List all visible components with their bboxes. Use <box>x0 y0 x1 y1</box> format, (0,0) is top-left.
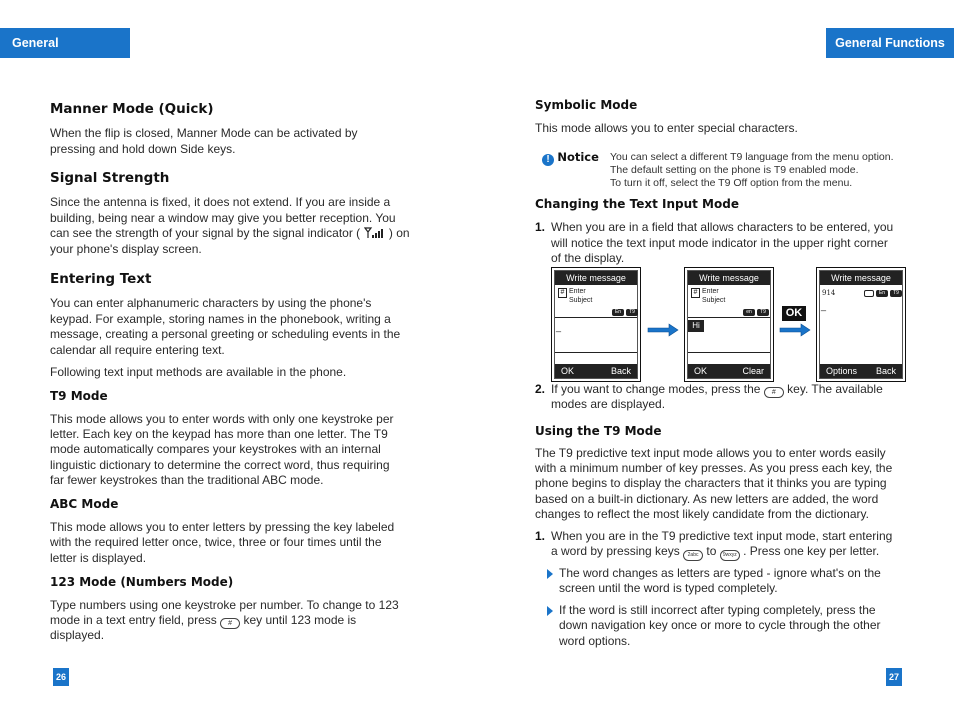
t9-step-1-line-2a: a word by pressing keys <box>551 544 680 558</box>
step-2-line-1a: If you want to change modes, press the <box>551 382 761 396</box>
t9-step-1-line-1: When you are in the T9 predictive text input mode, start entering <box>551 529 893 543</box>
entering-line-2: keypad. For example, storing names in the phonebook, writing a <box>50 312 391 326</box>
t9-step-1-line-2c: . Press one key per letter. <box>743 544 880 558</box>
screen-2-left-softkey: OK <box>694 366 708 376</box>
screen-3-right-softkey: Back <box>875 366 896 376</box>
bullet-1-line-2: screen until the word is typed completely. <box>559 581 778 595</box>
t9-step-1-number: 1. <box>535 529 546 543</box>
screen-3-chip-t9: T9 <box>890 290 902 297</box>
screen-1-cursor: _ <box>556 322 562 332</box>
screen-3-counter: 914 <box>822 289 836 297</box>
hash-key-icon-2: # <box>764 387 784 398</box>
page-number-left: 26 <box>53 668 69 686</box>
t9-step-1-line-2b: to <box>706 544 717 558</box>
arrow-right-icon-2 <box>779 323 811 337</box>
bullet-arrow-icon-1 <box>547 569 553 579</box>
using-line-4: based on a built-in dictionary. As new letters are added, the word <box>535 492 879 506</box>
screen-1-chip-t9: T9 <box>626 309 638 316</box>
signal-indicator-icon <box>364 227 386 239</box>
screen-1-left-softkey: OK <box>561 366 575 376</box>
ok-badge: OK <box>782 306 806 321</box>
using-line-5: changes to reflect the most likely candidate from the dictionary. <box>535 507 869 521</box>
screen-2-word: Hi <box>688 320 704 332</box>
bullet-2-line-1: If the word is still incorrect after typing completely, press the <box>559 603 876 617</box>
abc-mode-heading: ABC Mode <box>50 497 119 511</box>
t9-line-5: far fewer keystrokes than the traditional ABC mode. <box>50 473 324 487</box>
signal-strength-heading: Signal Strength <box>50 170 170 186</box>
screen-2-title: Write message <box>688 271 770 285</box>
123-mode-heading: 123 Mode (Numbers Mode) <box>50 575 234 589</box>
bullet-2-line-2: down navigation key once or more to cycle through the other <box>559 618 881 632</box>
step-1-line-2: will notice the text input mode indicator in the upper right corner <box>551 236 888 250</box>
step-2-line-1b: key. The available <box>787 382 883 396</box>
screen-2-enter: Enter <box>702 288 719 295</box>
screen-1-text-area <box>555 317 637 353</box>
entering-line-4: calendar all require entering text. <box>50 343 225 357</box>
t9-line-4: linguistic dictionary to determine the correct word, thus requiring <box>50 458 390 472</box>
screen-1-softkeys <box>555 364 637 378</box>
123-line-2b: key until 123 mode is <box>243 613 357 627</box>
entering-line-3: message, creating a personal greeting or scheduling events in the <box>50 327 401 341</box>
123-line-2a: mode in a text entry field, press <box>50 613 217 627</box>
symbolic-mode-heading: Symbolic Mode <box>535 98 638 112</box>
using-line-2: with a minimum number of key presses. As you press each key, the <box>535 461 893 475</box>
screen-3-cursor: _ <box>821 301 827 311</box>
step-2-line-1 <box>551 382 883 398</box>
header-tab-right: General Functions <box>826 28 954 58</box>
screen-1-chip-en: En <box>612 309 624 316</box>
following-line: Following text input methods are available in the phone. <box>50 365 347 379</box>
t9-line-1: This mode allows you to enter words with only one keystroke per <box>50 412 394 426</box>
screen-1-subject: Subject <box>569 297 593 304</box>
screen-3-title: Write message <box>820 271 902 285</box>
123-line-2 <box>50 613 356 629</box>
screen-1-enter: Enter <box>569 288 586 295</box>
screen-1-hash: # <box>558 288 567 298</box>
notice-line-2: The default setting on the phone is T9 enabled mode. <box>610 164 859 176</box>
bullet-2-line-3: word options. <box>559 634 631 648</box>
arrow-right-icon <box>647 323 679 337</box>
screen-2-chip-t9: T9 <box>757 309 769 316</box>
123-line-1: Type numbers using one keystroke per number. To change to 123 <box>50 598 399 612</box>
header-tab-left: General Functions <box>0 28 130 58</box>
page-number-right: 27 <box>886 668 902 686</box>
entering-line-1: You can enter alphanumeric characters by using the phone's <box>50 296 372 310</box>
abc-line-1: This mode allows you to enter letters by pressing the key labeled <box>50 520 395 534</box>
screen-3-chip-en: En <box>876 290 888 297</box>
screen-2-text-area <box>688 317 770 353</box>
signal-line-4: your phone's display screen. <box>50 242 202 256</box>
abc-line-2: with the required letter once, twice, three or four times until the <box>50 535 382 549</box>
using-t9-heading: Using the T9 Mode <box>535 424 662 438</box>
t9-mode-heading: T9 Mode <box>50 389 108 403</box>
screen-2-subject: Subject <box>702 297 726 304</box>
signal-line-3 <box>50 226 410 242</box>
screen-2-chip-en: en <box>743 309 755 316</box>
screen-2-softkeys <box>688 364 770 378</box>
signal-line-3b: ) on <box>388 226 410 240</box>
screen-2-hash: # <box>691 288 700 298</box>
manner-mode-line-1: When the flip is closed, Manner Mode can be activated by <box>50 126 358 140</box>
signal-line-2: building, being near a window may give you better reception. You <box>50 211 396 225</box>
signal-line-1: Since the antenna is fixed, it does not extend. If you are inside a <box>50 195 391 209</box>
screen-3-message-icon <box>864 290 874 297</box>
screen-2-right-softkey: Clear <box>742 366 764 376</box>
notice-label <box>542 150 599 166</box>
key-2-icon: 2abc <box>683 550 703 561</box>
signal-line-3a: can see the strength of your signal by the signal indicator ( <box>50 226 361 240</box>
manner-mode-line-2: pressing and hold down Side keys. <box>50 142 236 156</box>
notice-line-1: You can select a different T9 language from the menu option. <box>610 151 894 163</box>
using-line-3: phone begins to display the characters that it thinks you are typing <box>535 476 887 490</box>
step-1-line-1: When you are in a field that allows characters to be entered, you <box>551 220 894 234</box>
bullet-arrow-icon-2 <box>547 606 553 616</box>
step-2-number: 2. <box>535 382 546 396</box>
key-9-icon: 9wxyz <box>720 550 740 561</box>
phone-screen-1 <box>551 267 641 382</box>
hash-key-icon: # <box>220 618 240 629</box>
step-1-number: 1. <box>535 220 546 234</box>
t9-line-2: letter. Each key on the keypad has more than one letter. The T9 <box>50 427 388 441</box>
t9-line-3: mode automatically compares your keystrokes with an internal <box>50 442 381 456</box>
entering-text-heading: Entering Text <box>50 271 152 287</box>
notice-line-3: To turn it off, select the T9 Off option from the menu. <box>610 177 853 189</box>
phone-screen-3 <box>816 267 906 382</box>
abc-line-3: letter is displayed. <box>50 551 147 565</box>
phone-screen-2 <box>684 267 774 382</box>
t9-step-1-line-2 <box>551 544 879 561</box>
screen-3-softkeys <box>820 364 902 378</box>
screen-1-title: Write message <box>555 271 637 285</box>
using-line-1: The T9 predictive text input mode allows you to enter words easily <box>535 446 886 460</box>
123-line-3: displayed. <box>50 628 105 642</box>
step-1-line-3: of the display. <box>551 251 625 265</box>
manner-mode-heading: Manner Mode (Quick) <box>50 101 214 117</box>
screen-1-right-softkey: Back <box>610 366 631 376</box>
changing-input-mode-heading: Changing the Text Input Mode <box>535 197 739 211</box>
symbolic-line: This mode allows you to enter special characters. <box>535 121 798 135</box>
notice-icon: ! <box>542 154 554 166</box>
screen-3-left-softkey: Options <box>826 366 858 376</box>
notice-label-text: Notice <box>557 150 599 164</box>
bullet-1-line-1: The word changes as letters are typed - ignore what's on the <box>559 566 881 580</box>
step-2-line-2: modes are displayed. <box>551 397 666 411</box>
